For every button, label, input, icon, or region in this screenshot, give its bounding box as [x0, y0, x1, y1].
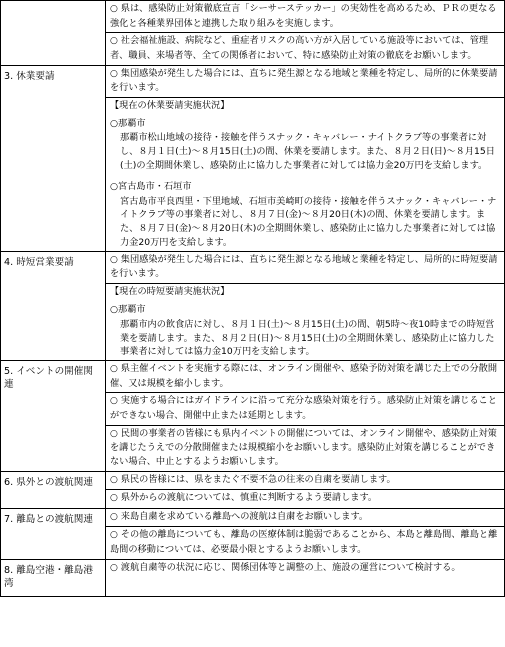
area-name: ○那覇市: [110, 303, 146, 315]
list-item: [106, 361, 504, 392]
row-heading: 8. 離島空港・離島港湾: [1, 559, 106, 596]
row-body: [106, 251, 505, 360]
area-text: 那覇市松山地域の接待・接触を伴うスナック・キャバレー・ナイトクラブ等の事業者に対し、８月１日(土)～８月15日(土)の間、休業を要請します。また、８月２日(日)～８月15日(土)の全期間休業し、感染防止に協力した事業者に対しては協力金20万円を支給します。: [120, 132, 495, 172]
item-text: 県民の皆様には、県をまたぐ不要不急の往来の自粛を要請します。: [120, 473, 396, 485]
row-body: [106, 65, 505, 251]
bullet-icon: ○: [110, 254, 118, 265]
item-text: 県は、感染防止対策徹底宣言「シーサーステッカー」の実効性を高めるため、ＰＲの更なる強化と各種業界団体と連携した取り組みを実施します。: [110, 3, 497, 29]
table-row: [1, 251, 505, 360]
area-text: 宮古島市平良西里・下里地域、石垣市美崎町の接待・接触を伴うスナック・キャバレー・ナイトクラブ等の事業者に対し、８月７日(金)～８月20日(木)の間、休業を要請します。また、８月７日(金)～８月20日(木)の全期間休業し、感染防止に協力した事業者に対しては協力金20万円を支給します。: [120, 195, 497, 249]
table-row: [1, 65, 505, 251]
row-heading: [1, 1, 106, 66]
status-title: 【現在の時短要請実施状況】: [106, 283, 504, 301]
row-heading: 4. 時短営業要請: [1, 251, 106, 360]
item-text: 来島自粛を求めている離島への渡航は自粛をお願いします。: [120, 510, 369, 522]
bullet-icon: ○: [110, 493, 118, 504]
bullet-icon: ○: [110, 68, 118, 79]
row-heading: 5. イベントの開催関連: [1, 361, 106, 472]
bullet-icon: ○: [110, 4, 118, 14]
item-text: 集団感染が発生した場合には、直ちに発生源となる地域と業種を特定し、局所的に休業要請を行います。: [110, 67, 498, 94]
item-text: 社会福祉施設、病院など、重症者リスクの高い方が入居している施設等においては、管理者、職員、来場者等、全ての関係者において、特に感染防止対策の徹底をお願いします。: [110, 35, 489, 61]
row-body: [106, 1, 505, 66]
bullet-icon: ○: [110, 428, 118, 439]
list-item: [106, 489, 504, 508]
item-text: 民間の事業者の皆様にも県内イベントの開催については、オンライン開催や、感染防止対策を講じたうえでの分散開催または規模縮小をお願いします。感染防止対策を講じることができない場合、中止とするようお願いします。: [110, 427, 497, 468]
list-item: [106, 392, 504, 424]
item-text: 県外からの渡航については、慎重に判断するよう要請します。: [120, 492, 378, 504]
bullet-icon: ○: [110, 530, 118, 541]
bullet-icon: ○: [110, 36, 118, 47]
item-text: 実施する場合にはガイドラインに沿って充分な感染対策を行う。感染防止対策を講じることができない場合、開催中止または延期とします。: [110, 395, 497, 421]
item-text: 渡航自粛等の状況に応じ、関係団体等と調整の上、施設の運営について検討する。: [120, 561, 461, 573]
table-row: [1, 361, 505, 472]
item-text: 集団感染が発生した場合には、直ちに発生源となる地域と業種を特定し、局所的に時短要請を行います。: [110, 253, 498, 280]
status-title: 【現在の休業要請実施状況】: [106, 97, 504, 115]
table-row: [1, 559, 505, 596]
bullet-icon: ○: [110, 396, 118, 407]
list-item: [106, 509, 504, 527]
table-row: [1, 508, 505, 559]
bullet-icon: ○: [110, 364, 118, 375]
list-item: [106, 66, 504, 97]
bullet-icon: ○: [110, 511, 118, 522]
row-body: [106, 361, 505, 472]
list-item: [106, 252, 504, 283]
list-item: [106, 425, 504, 471]
list-item: [106, 472, 504, 490]
row-body: [106, 471, 505, 508]
list-item: [106, 560, 504, 578]
area-name: ○宮古島市・石垣市: [110, 180, 192, 192]
area-name: ○那覇市: [110, 117, 146, 129]
row-body: [106, 508, 505, 559]
row-heading: 3. 休業要請: [1, 65, 106, 251]
item-text: 県主催イベントを実施する際には、オンライン開催や、感染予防対策を講じた上での分散開催、又は規模を縮小します。: [110, 363, 498, 389]
row-heading: 6. 県外との渡航関連: [1, 471, 106, 508]
row-body: [106, 559, 505, 596]
bullet-icon: ○: [110, 562, 118, 573]
item-text: その他の離島についても、離島の医療体制は脆弱であることから、本島と離島間、離島と離島間の移動については、必要最小限とするようお願いします。: [110, 529, 498, 555]
area-text: 那覇市内の飲食店に対し、８月１日(土)～８月15日(土)の間、朝5時～夜10時までの時短営業を要請します。また、８月２日(日)～８月15日(土)の全期間休業し、感染防止に協力した事業者に対しては協力金10万円を支給します。: [120, 318, 495, 358]
row-heading: 7. 離島との渡航関連: [1, 508, 106, 559]
list-item: [106, 1, 504, 32]
bullet-icon: ○: [110, 474, 118, 485]
table-row: [1, 1, 505, 66]
table-row: [1, 471, 505, 508]
list-item: [106, 32, 504, 64]
list-item: [106, 526, 504, 558]
